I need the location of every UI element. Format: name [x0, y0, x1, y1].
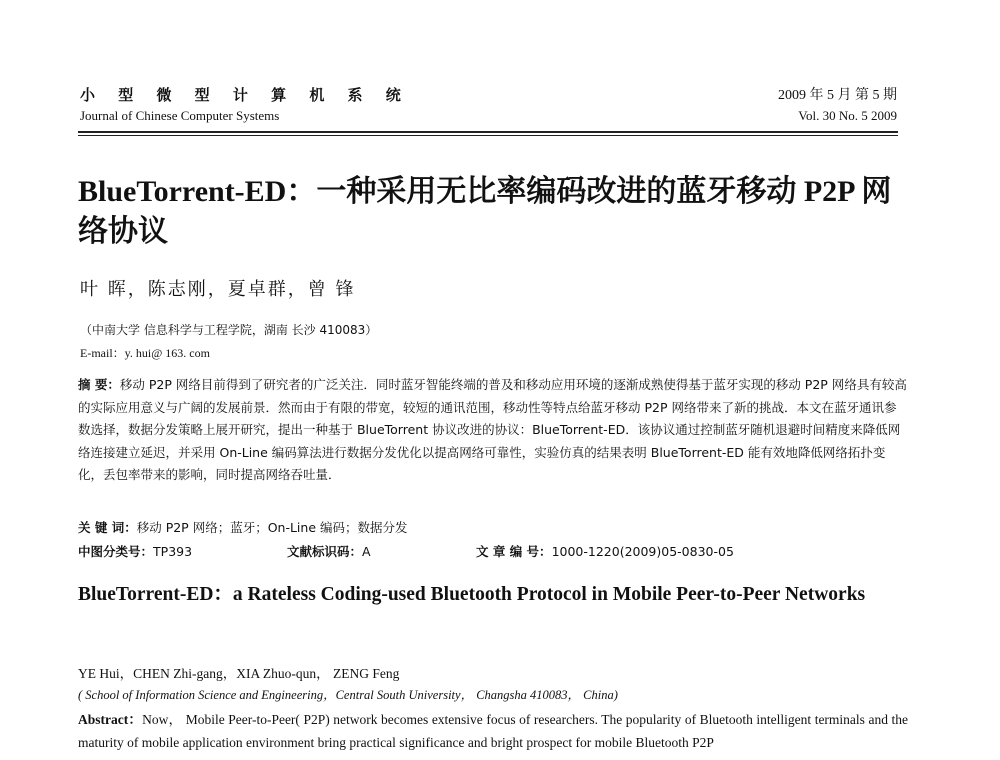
- header-rule-thick: [78, 131, 898, 133]
- keywords-text: 移动 P2P 网络；蓝牙；On-Line 编码；数据分发: [136, 520, 408, 535]
- title-cn: BlueTorrent-ED：一种采用无比率编码改进的蓝牙移动 P2P 网络协议: [78, 175, 892, 248]
- authors-en: YE Hui，CHEN Zhi-gang，XIA Zhuo-qun， ZENG Feng: [78, 666, 400, 681]
- clc: [78, 542, 192, 560]
- affiliation-cn: （中南大学 信息科学与工程学院，湖南 长沙 410083）: [80, 323, 378, 337]
- title-en: BlueTorrent-ED：a Rateless Coding-used Bluetooth Protocol in Mobile Peer-to-Peer Networks: [78, 584, 866, 605]
- doc-code-value: A: [362, 544, 371, 559]
- journal-name-cn: 小 型 微 型 计 算 机 系 统: [80, 86, 410, 104]
- article-no-label: 文 章 编 号：: [476, 544, 552, 559]
- header-rule-thin: [78, 135, 898, 136]
- keywords: [78, 518, 408, 536]
- email: E-mail：y. hui@ 163. com: [80, 346, 210, 360]
- abstract-cn-label: 摘 要：: [78, 377, 120, 392]
- abstract-en-text: Now， Mobile Peer-to-Peer( P2P) network becomes extensive focus of researchers. The popularity of Bluetooth intelligent terminals and the maturity of mobile application environment bring practical significance and bright prospect for mobile Bluetooth P2P: [78, 712, 908, 750]
- keywords-label: 关 键 词：: [78, 520, 137, 535]
- abstract-en: [78, 708, 908, 754]
- clc-label: 中图分类号：: [78, 544, 154, 559]
- doc-code: [287, 542, 371, 560]
- article-no: [476, 542, 734, 560]
- doc-code-label: 文献标识码：: [287, 544, 363, 559]
- clc-value: TP393: [153, 544, 193, 559]
- abstract-cn-text: 移动 P2P 网络目前得到了研究者的广泛关注．同时蓝牙智能终端的普及和移动应用环境的逐渐成熟使得基于蓝牙实现的移动 P2P 网络具有较高的实际应用意义与广阔的发展前景．然而由于有限的带宽，较短的通讯范围，移动性等特点给蓝牙移动 P2P 网络带来了新的挑战．本文在蓝牙通讯参数选择，数据分发策略上展开研究，提出一种基于 BlueTorrent 协议改进的协议：BlueTorrent-ED．该协议通过控制蓝牙随机退避时间精度来降低网络连接建立延迟，并采用 On-Line 编码算法进行数据分发优化以提高网络可靠性，实验仿真的结果表明 BlueTorrent-ED 能有效地降低网络拓扑变化，丢包率带来的影响，同时提高网络吞吐量．: [78, 377, 907, 482]
- article-no-value: 1000-1220(2009)05-0830-05: [551, 544, 734, 559]
- affiliation-en: ( School of Information Science and Engineering，Central South University， Changsha 410083， China): [78, 688, 618, 702]
- journal-name-en: Journal of Chinese Computer Systems: [80, 108, 280, 123]
- issue-cn: 2009 年 5 月 第 5 期: [778, 88, 897, 103]
- abstract-en-label: Abstract：: [78, 712, 143, 727]
- volume-en: Vol. 30 No. 5 2009: [798, 108, 897, 123]
- abstract-cn: [78, 374, 908, 487]
- authors-cn: 叶 晖，陈志刚，夏卓群，曾 锋: [80, 279, 356, 300]
